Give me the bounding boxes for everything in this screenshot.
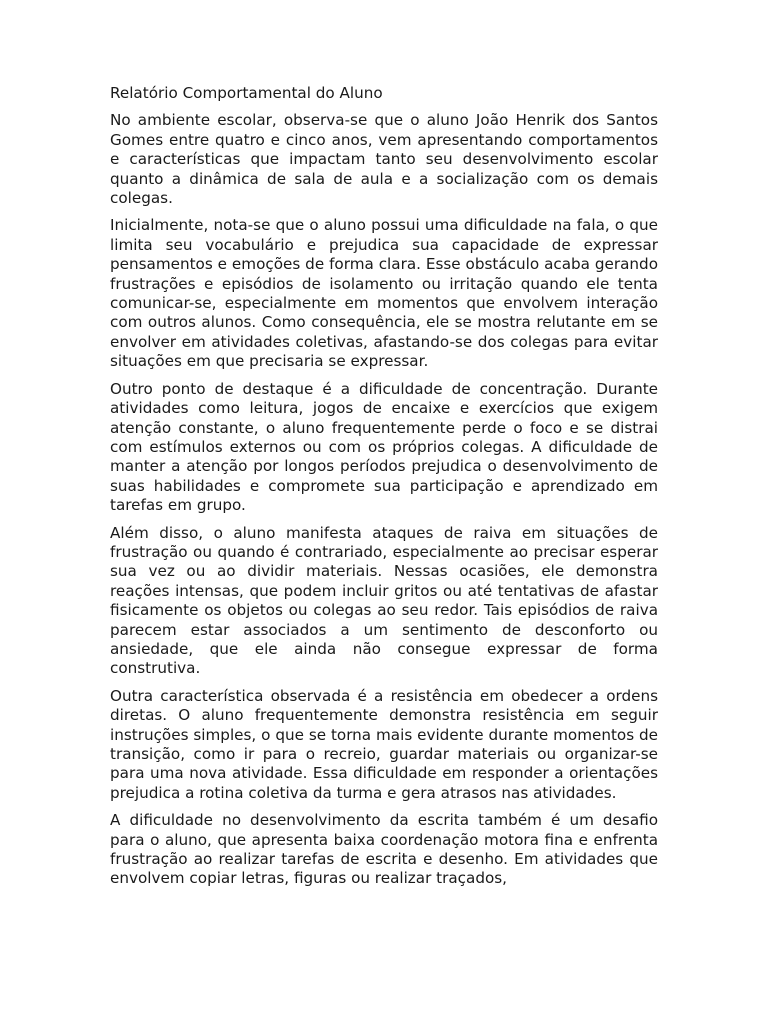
paragraph-concentration: Outro ponto de destaque é a dificuldade de concentração. Durante atividades como leitura, jogos de encaixe e exercícios que exigem atenção constante, o aluno frequentemente perde o foco e se distrai com estímulos externos ou com os próprios colegas. A dificuldade de manter a atenção por longos períodos prejudica o desenvolvimento de suas habilidades e compromete sua participação e aprendizado em tarefas em grupo. bbox=[110, 379, 658, 515]
document-title: Relatório Comportamental do Aluno bbox=[110, 84, 383, 102]
paragraph-writing-difficulty: A dificuldade no desenvolvimento da escrita também é um desafio para o aluno, que apresenta baixa coordenação motora fina e enfrenta frustração ao realizar tarefas de escrita e desenho. Em atividades que envolvem copiar letras, figuras ou realizar traçados, bbox=[110, 811, 658, 888]
paragraph-resistance-to-orders: Outra característica observada é a resistência em obedecer a ordens diretas. O aluno frequentemente demonstra resistência em seguir instruções simples, o que se torna mais evidente durante momentos de transição, como ir para o recreio, guardar materiais ou organizar-se para uma nova atividade. Essa dificuldade em responder a orientações prejudica a rotina coletiva da turma e gera atrasos nas atividades. bbox=[110, 686, 658, 802]
paragraph-anger-episodes: Além disso, o aluno manifesta ataques de raiva em situações de frustração ou quando é contrariado, especialmente ao precisar esperar sua vez ou ao dividir materiais. Nessas ocasiões, ele demonstra reações intensas, que podem incluir gritos ou até tentativas de afastar fisicamente os objetos ou colegas ao seu redor. Tais episódios de raiva parecem estar associados a um sentimento de desconforto ou ansiedade, que ele ainda não consegue expressar de forma construtiva. bbox=[110, 523, 658, 678]
paragraph-speech-difficulty: Inicialmente, nota-se que o aluno possui uma dificuldade na fala, o que limita seu vocabulário e prejudica sua capacidade de expressar pensamentos e emoções de forma clara. Esse obstáculo acaba gerando frustrações e episódios de isolamento ou irritação quando ele tenta comunicar-se, especialmente em momentos que envolvem interação com outros alunos. Como consequência, ele se mostra relutante em se envolver em atividades coletivas, afastando-se dos colegas para evitar situações em que precisaria se expressar. bbox=[110, 216, 658, 371]
document-body bbox=[110, 84, 658, 897]
paragraph-introduction: No ambiente escolar, observa-se que o aluno João Henrik dos Santos Gomes entre quatro e cinco anos, vem apresentando comportamentos e características que impactam tanto seu desenvolvimento escolar quanto a dinâmica de sala de aula e a socialização com os demais colegas. bbox=[110, 111, 658, 208]
